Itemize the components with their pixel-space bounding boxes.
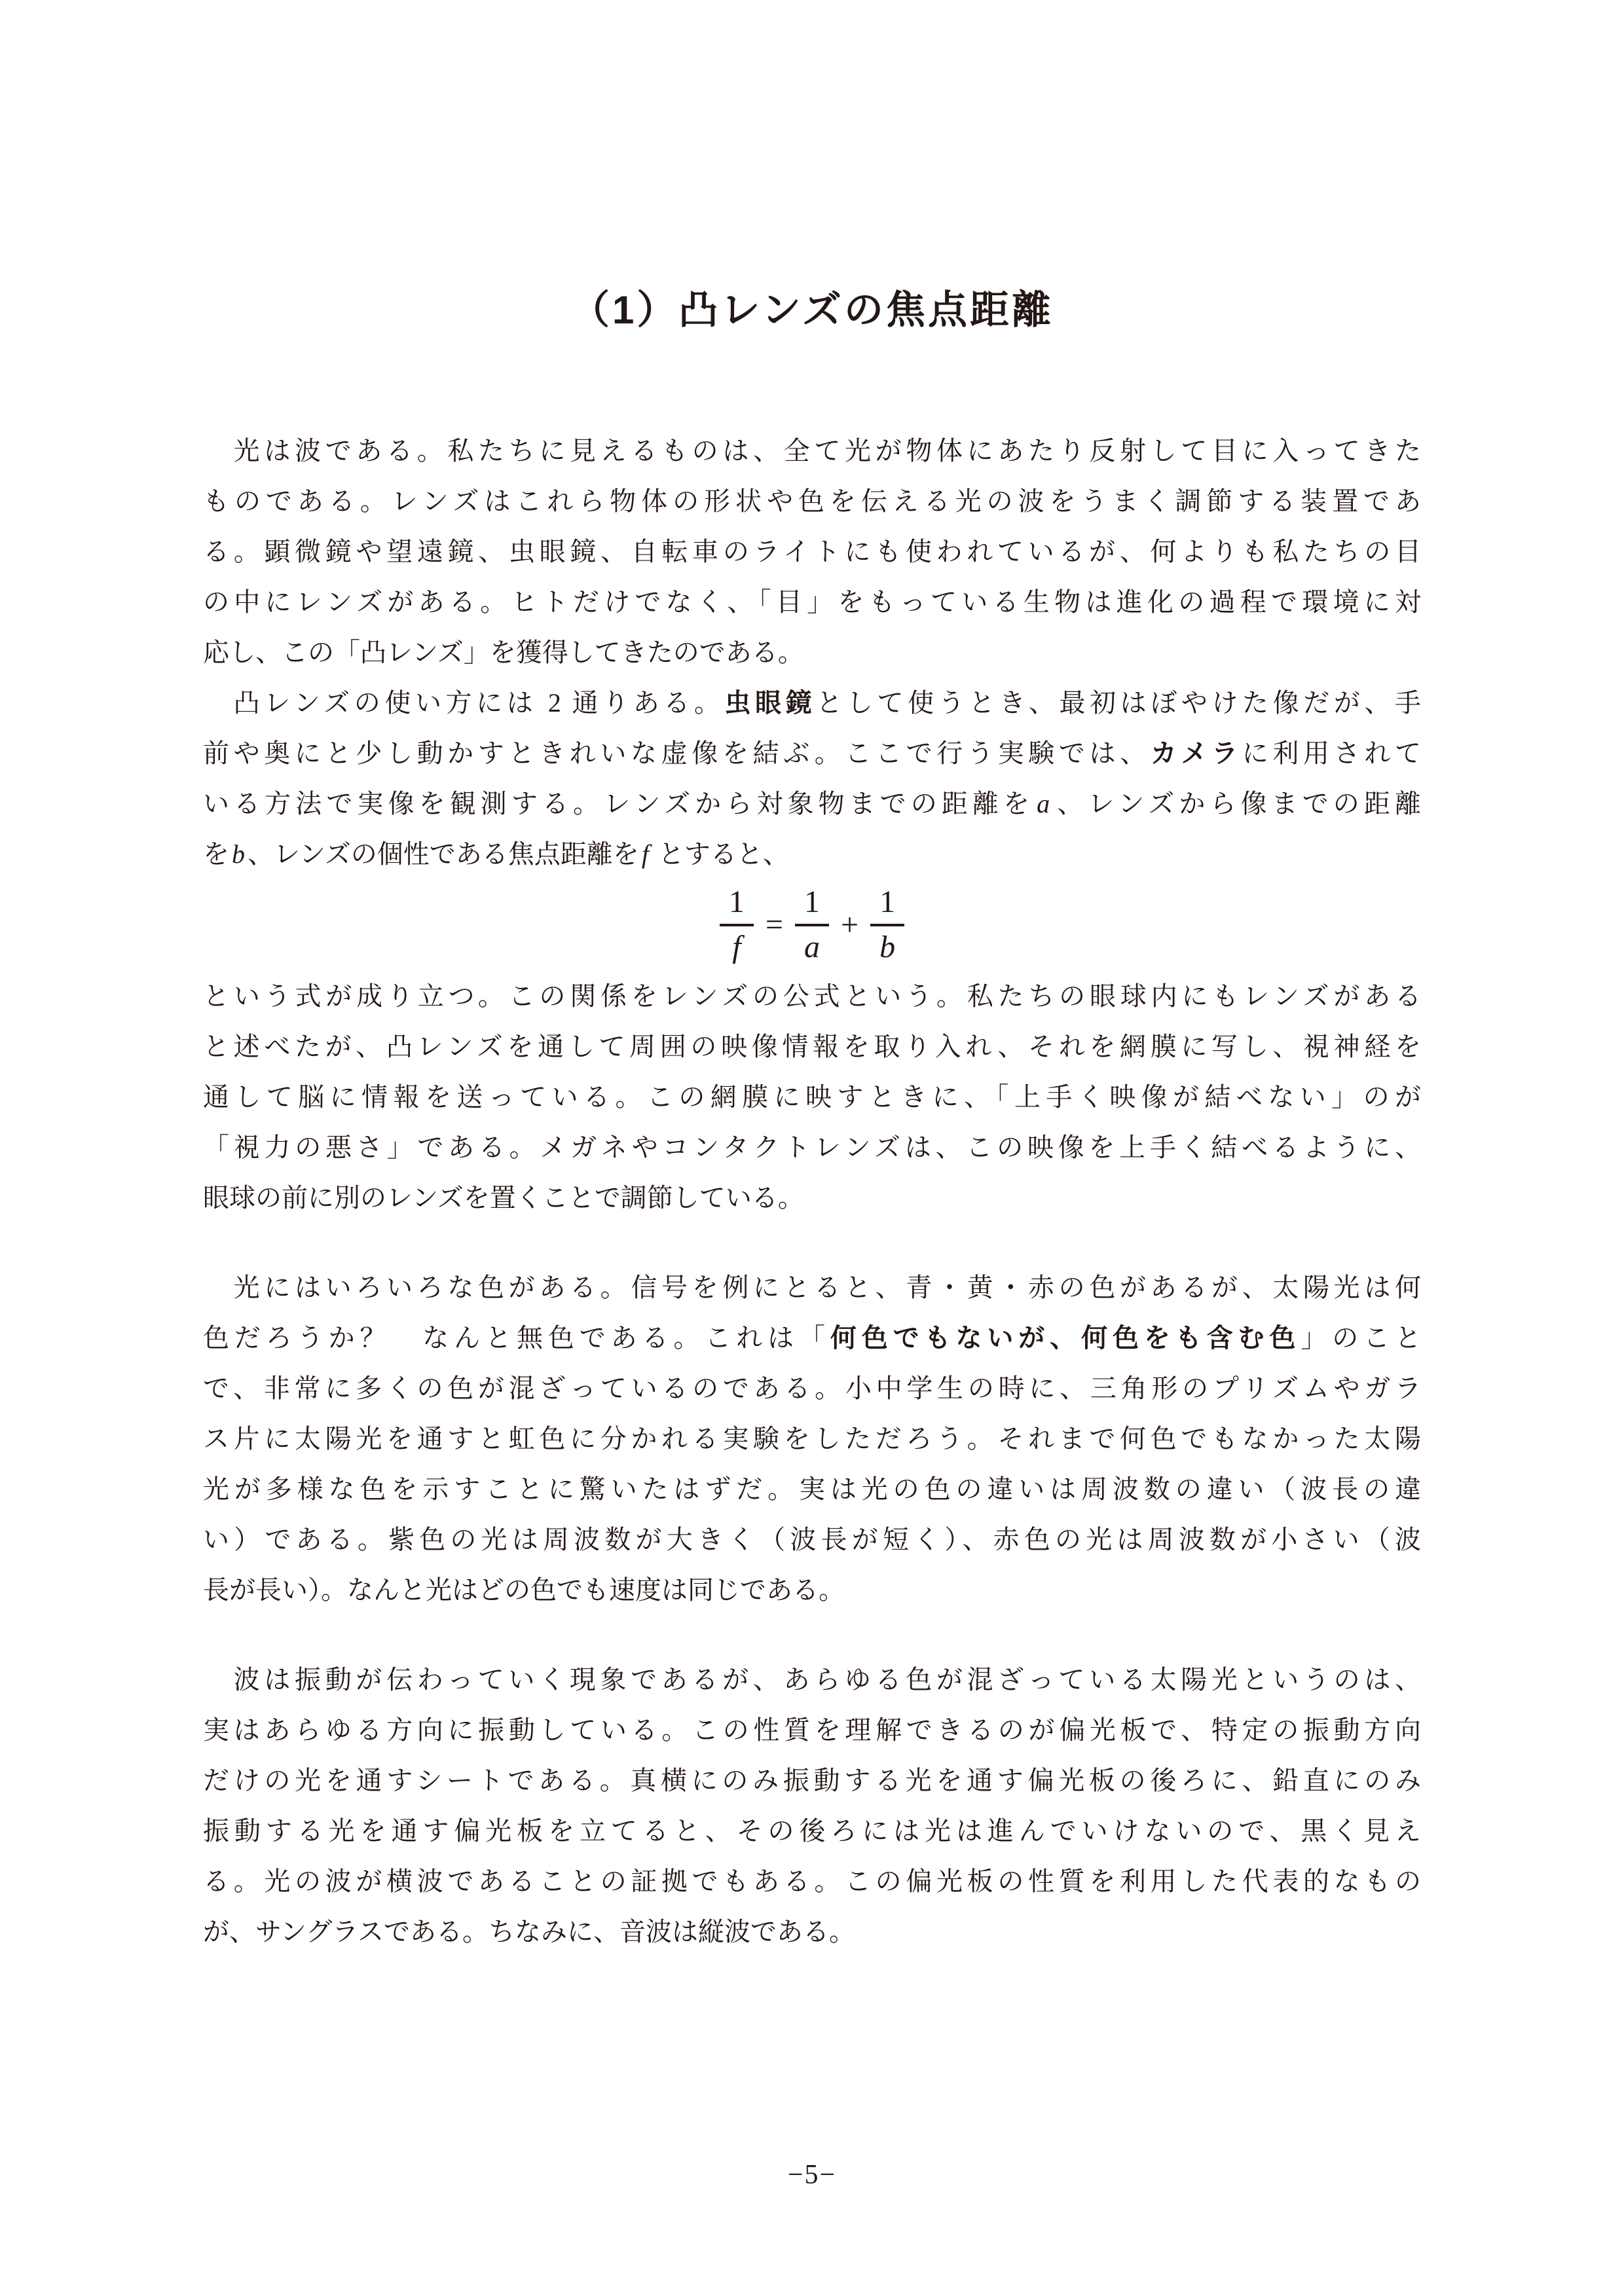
paragraph: [203, 1262, 1421, 1615]
text-run: ものである。レンズはこれら物体の形状や色を伝える光の波をうまく調節する装置であ: [203, 486, 1421, 516]
text-line: [203, 1262, 1421, 1313]
fraction-numerator: 1: [720, 885, 754, 926]
text-run: ス片に太陽光を通すと虹色に分かれる実験をしただろう。それまで何色でもなかった太陽: [203, 1424, 1421, 1453]
text-run: 眼球の前に別のレンズを置くことで調節している。: [203, 1183, 804, 1212]
text-line: [203, 1705, 1421, 1755]
text-line: [203, 1413, 1421, 1464]
fraction-denominator: b: [879, 930, 896, 964]
text-line: [203, 728, 1421, 778]
text-line: [203, 1906, 1421, 1957]
text-line: [203, 1464, 1421, 1514]
text-line: [203, 829, 1421, 879]
text-run: る。光の波が横波であることの証拠でもある。この偏光板の性質を利用した代表的なもの: [203, 1867, 1421, 1896]
equals-sign: =: [765, 907, 783, 942]
text-run: る。顕微鏡や望遠鏡、虫眼鏡、自転車のライトにも使われているが、何よりも私たちの目: [203, 537, 1421, 566]
text-run: 前や奥にと少し動かすときれいな虚像を結ぶ。ここで行う実験では、: [203, 738, 1151, 768]
text-run: 、レンズの個性である焦点距離を: [248, 839, 639, 869]
text-run: に利用されて: [1242, 738, 1421, 768]
plus-sign: +: [841, 907, 859, 942]
text-run: が、サングラスである。ちなみに、音波は縦波である。: [203, 1917, 855, 1946]
paragraph: [203, 971, 1421, 1223]
text-line: [203, 971, 1421, 1021]
text-run: a: [1037, 789, 1050, 818]
page-number: −5−: [787, 2160, 837, 2190]
text-run: 光が多様な色を示すことに驚いたはずだ。実は光の色の違いは周波数の違い（波長の違: [203, 1474, 1421, 1504]
text-line: [203, 778, 1421, 829]
text-line: [203, 1122, 1421, 1173]
text-run: f: [641, 839, 649, 869]
fraction: [870, 885, 904, 965]
text-line: [203, 678, 1421, 728]
text-run: 、レンズから像までの距離: [1052, 789, 1421, 818]
text-line: [203, 426, 1421, 476]
text-run: だけの光を通すシートである。真横にのみ振動する光を通す偏光板の後ろに、鉛直にのみ: [203, 1766, 1421, 1795]
fraction: [795, 885, 829, 965]
text-run: という式が成り立つ。この関係をレンズの公式という。私たちの眼球内にもレンズがある: [203, 981, 1421, 1011]
text-run: 色だろうか？ なんと無色である。これは「: [203, 1323, 830, 1353]
text-run: b: [232, 839, 245, 869]
document-body: [203, 426, 1421, 1957]
text-line: [203, 1565, 1421, 1615]
page-title: （1）凸レンズの焦点距離: [570, 288, 1054, 332]
text-line: [203, 1654, 1421, 1705]
paragraph: [203, 426, 1421, 678]
text-run: 実はあらゆる方向に振動している。この性質を理解できるのが偏光板で、特定の振動方向: [203, 1715, 1421, 1745]
text-run: い）である。紫色の光は周波数が大きく（波長が短く）、赤色の光は周波数が小さい（波: [203, 1525, 1421, 1554]
fraction-numerator: 1: [870, 885, 904, 926]
fraction-denominator: f: [732, 930, 741, 964]
text-run: カメラ: [1150, 739, 1242, 768]
fraction-numerator: 1: [795, 885, 829, 926]
text-run: 通して脳に情報を送っている。この網膜に映すときに、「上手く映像が結べない」のが: [203, 1082, 1421, 1112]
text-run: の中にレンズがある。ヒトだけでなく、「目」をもっている生物は進化の過程で環境に対: [203, 587, 1421, 617]
text-line: [203, 627, 1421, 678]
text-run: 「視力の悪さ」である。メガネやコンタクトレンズは、この映像を上手く結べるように、: [203, 1133, 1421, 1162]
fraction: [720, 885, 754, 965]
text-run: いる方法で実像を観測する。レンズから対象物までの距離を: [203, 789, 1035, 818]
text-line: [203, 1856, 1421, 1906]
fraction-denominator: a: [804, 930, 820, 964]
text-line: [203, 577, 1421, 627]
text-run: 波は振動が伝わっていく現象であるが、あらゆる色が混ざっている太陽光というのは、: [203, 1665, 1421, 1694]
text-line: [203, 476, 1421, 526]
text-run: を: [203, 839, 229, 869]
text-line: [203, 1021, 1421, 1072]
text-line: [203, 1514, 1421, 1565]
text-line: [203, 1072, 1421, 1122]
text-run: とすると、: [651, 839, 789, 869]
text-line: [203, 526, 1421, 577]
text-line: [203, 1755, 1421, 1806]
text-line: [203, 1173, 1421, 1223]
text-line: [203, 1363, 1421, 1413]
text-run: 何色でもないが、何色をも含む色: [830, 1324, 1301, 1353]
text-run: 」のこと: [1301, 1323, 1422, 1353]
text-run: で、非常に多くの色が混ざっているのである。小中学生の時に、三角形のプリズムやガラ: [203, 1374, 1421, 1403]
text-line: [203, 1313, 1421, 1363]
text-run: として使うとき、最初はぼやけた像だが、手: [816, 688, 1422, 718]
text-run: 凸レンズの使い方には 2 通りある。: [203, 688, 725, 718]
paragraph-gap: [203, 1223, 1421, 1262]
text-run: と述べたが、凸レンズを通して周囲の映像情報を取り入れ、それを網膜に写し、視神経を: [203, 1032, 1421, 1061]
paragraph: [203, 1654, 1421, 1957]
text-line: [203, 1806, 1421, 1856]
paragraph-gap: [203, 1615, 1421, 1654]
paragraph: [203, 678, 1421, 879]
text-run: 虫眼鏡: [724, 689, 817, 718]
text-run: 光にはいろいろな色がある。信号を例にとると、青・黄・赤の色があるが、太陽光は何: [203, 1273, 1421, 1302]
text-run: 振動する光を通す偏光板を立てると、その後ろには光は進んでいけないので、黒く見え: [203, 1816, 1421, 1846]
lens-formula: [203, 879, 1421, 971]
text-run: 光は波である。私たちに見えるものは、全て光が物体にあたり反射して目に入ってきた: [203, 436, 1421, 465]
text-run: 応し、この「凸レンズ」を獲得してきたのである。: [203, 638, 804, 667]
text-run: 長が長い）。なんと光はどの色でも速度は同じである。: [203, 1575, 845, 1605]
